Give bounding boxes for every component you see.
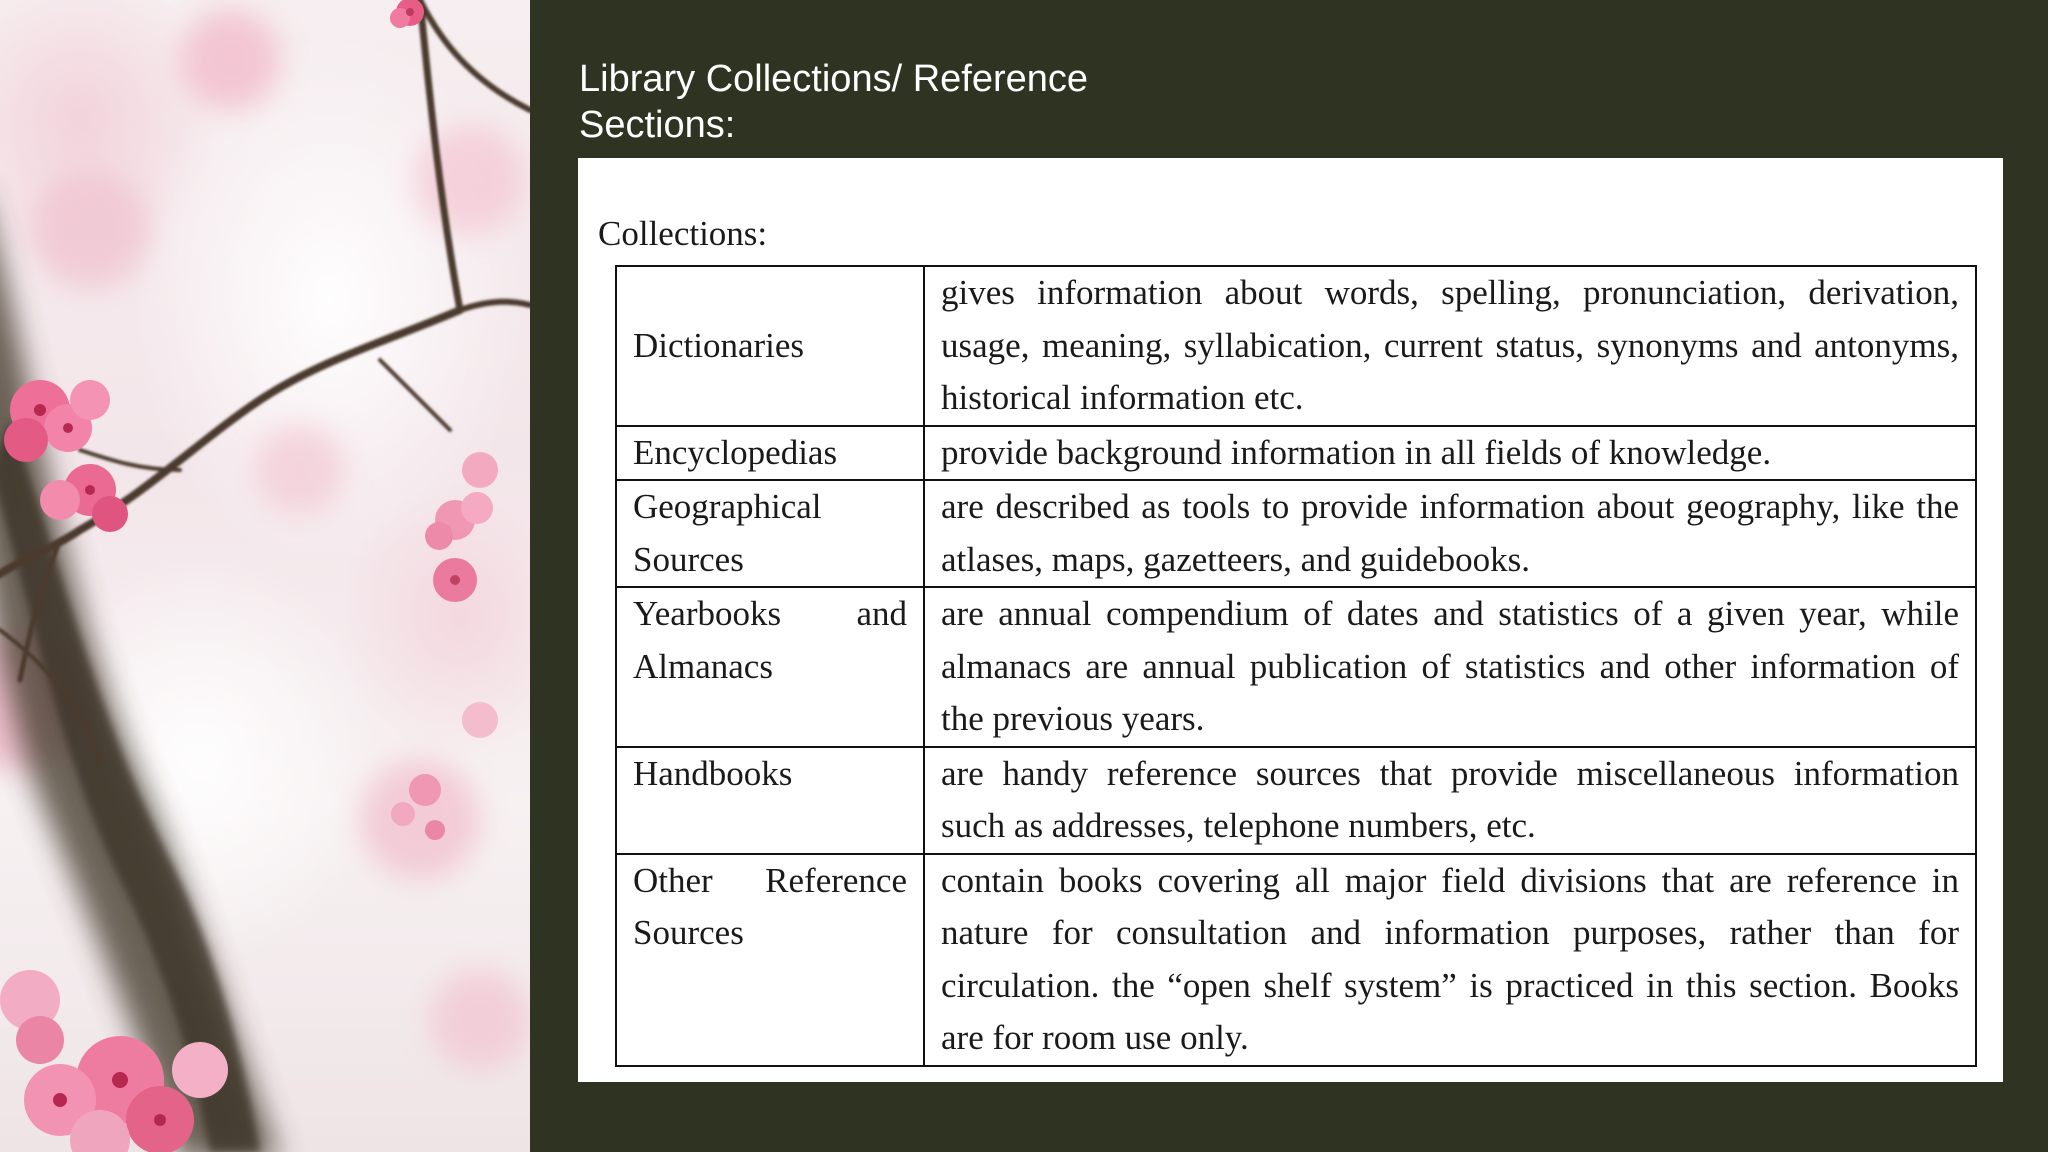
table-row	[616, 747, 1976, 854]
cherry-blossom-illustration	[0, 0, 530, 1152]
table-cell-definition: are annual compendium of dates and statistics of a given year, while almanacs are annual publication of statistics and other information of the previous years.	[924, 587, 1976, 747]
content-card	[578, 158, 2003, 1082]
table-cell-term: Dictionaries	[616, 266, 924, 426]
table-cell-definition: provide background information in all fields of knowledge.	[924, 426, 1976, 481]
table-cell-definition: gives information about words, spelling, pronunciation, derivation, usage, meaning, syllabication, current status, synonyms and antonyms, historical information etc.	[924, 266, 1976, 426]
cherry-blossom-photo	[0, 0, 530, 1152]
table-row	[616, 266, 1976, 426]
table-cell-definition: are handy reference sources that provide miscellaneous information such as addresses, telephone numbers, etc.	[924, 747, 1976, 854]
slide-title-line-2: Sections:	[579, 104, 736, 146]
slide-title	[579, 56, 1279, 148]
table-cell-term: Other Reference Sources	[616, 854, 924, 1066]
collections-label: Collections:	[598, 214, 768, 253]
table-cell-term: Encyclopedias	[616, 426, 924, 481]
table-cell-definition: are described as tools to provide information about geography, like the atlases, maps, gazetteers, and guidebooks.	[924, 480, 1976, 587]
table-row	[616, 854, 1976, 1066]
reference-sections-table	[615, 265, 1977, 1067]
table-cell-term: Geographical Sources	[616, 480, 924, 587]
table-cell-term: Handbooks	[616, 747, 924, 854]
slide-title-line-1: Library Collections/ Reference	[579, 58, 1089, 100]
table-cell-term: Yearbooks and Almanacs	[616, 587, 924, 747]
table-row	[616, 587, 1976, 747]
table-cell-definition: contain books covering all major field divisions that are reference in nature for consultation and information purposes, rather than for circulation. the “open shelf system” is practiced in this section. Books are for room use only.	[924, 854, 1976, 1066]
table-row	[616, 426, 1976, 481]
table-row	[616, 480, 1976, 587]
